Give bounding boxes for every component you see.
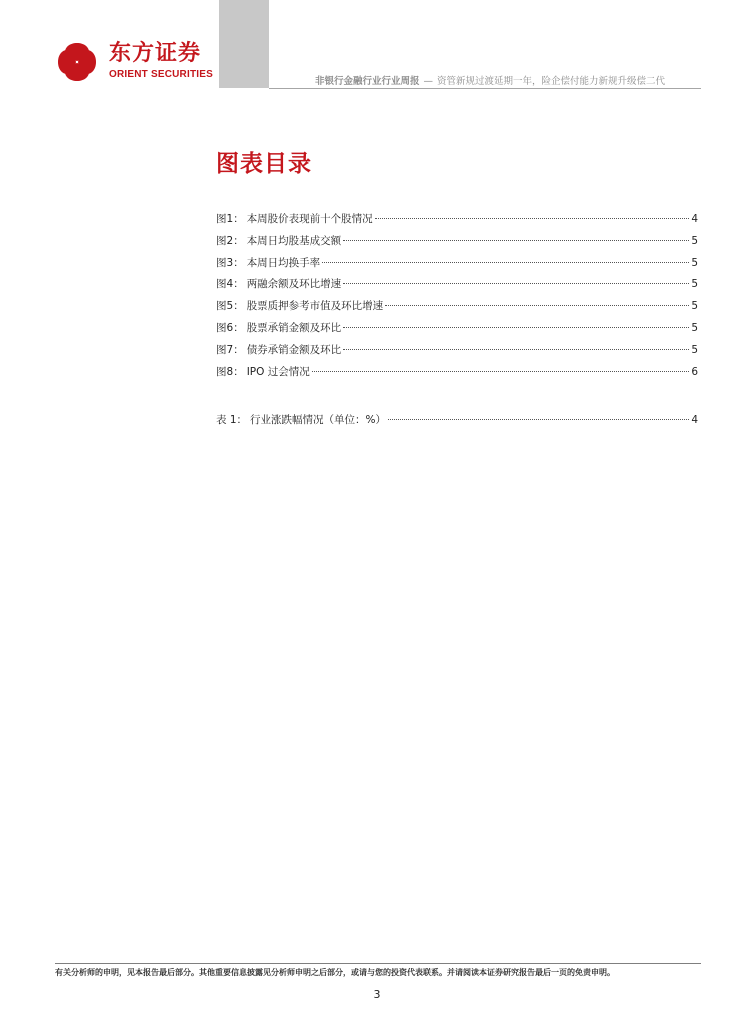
toc-entry-figure-4[interactable]: 图4 ： 两融余额及环比增速 5 bbox=[216, 278, 698, 291]
toc-list bbox=[216, 212, 698, 435]
running-header bbox=[315, 76, 665, 87]
entry-label: 图5 bbox=[216, 300, 234, 313]
entry-page: 5 bbox=[691, 300, 698, 313]
entry-page: 5 bbox=[691, 278, 698, 291]
toc-section-gap bbox=[216, 386, 698, 413]
toc-entry-figure-2[interactable]: 图2 ： 本周日均股基成交额 5 bbox=[216, 234, 698, 247]
entry-title: 本周日均股基成交额 bbox=[246, 234, 342, 247]
entry-label: 图6 bbox=[216, 321, 234, 334]
toc-entry-figure-3[interactable]: 图3 ： 本周日均换手率 5 bbox=[216, 256, 698, 269]
entry-page: 5 bbox=[691, 321, 698, 334]
toc-entry-figure-5[interactable]: 图5 ： 股票质押参考市值及环比增速 5 bbox=[216, 300, 698, 313]
entry-title: 本周日均换手率 bbox=[246, 256, 321, 269]
toc-entry-figure-8[interactable]: 图8 ： IPO 过会情况 6 bbox=[216, 365, 698, 378]
orient-securities-logo-icon bbox=[56, 41, 98, 83]
entry-title: 债券承销金额及环比 bbox=[246, 343, 342, 356]
entry-title: 两融余额及环比增速 bbox=[246, 278, 342, 291]
entry-page: 4 bbox=[691, 213, 698, 225]
toc-entry-figure-1[interactable]: 图1 ： 本周股价表现前十个股情况 4 bbox=[216, 213, 698, 225]
footer-divider bbox=[55, 963, 701, 964]
toc-title: 图表目录 bbox=[216, 151, 312, 177]
dot-leader bbox=[343, 240, 689, 241]
toc-entry-figure-7[interactable]: 图7 ： 债券承销金额及环比 5 bbox=[216, 343, 698, 356]
entry-page: 5 bbox=[691, 343, 698, 356]
toc-entry-table-1[interactable]: 表 1 ： 行业涨跌幅情况（单位：%） 4 bbox=[216, 414, 698, 427]
entry-title: 行业涨跌幅情况（单位：%） bbox=[250, 414, 387, 427]
dot-leader bbox=[322, 262, 689, 263]
header-gray-tab bbox=[219, 0, 269, 88]
entry-page: 5 bbox=[691, 256, 698, 269]
entry-label: 图4 bbox=[216, 278, 234, 291]
toc-entry-figure-6[interactable]: 图6 ： 股票承销金额及环比 5 bbox=[216, 321, 698, 334]
entry-title: 股票质押参考市值及环比增速 bbox=[246, 300, 384, 313]
header-divider bbox=[269, 88, 701, 89]
dot-leader bbox=[312, 371, 690, 372]
dot-leader bbox=[385, 305, 689, 306]
entry-label: 图1 bbox=[216, 213, 234, 225]
entry-page: 6 bbox=[691, 365, 698, 378]
entry-title: IPO 过会情况 bbox=[246, 365, 310, 378]
dot-leader bbox=[343, 349, 689, 350]
dot-leader bbox=[343, 283, 689, 284]
entry-title: 本周股价表现前十个股情况 bbox=[246, 213, 373, 225]
dot-leader bbox=[375, 218, 690, 219]
page-number: 3 bbox=[373, 988, 381, 1001]
header-separator: — bbox=[423, 76, 434, 87]
report-name: 非银行金融行业行业周报 bbox=[315, 76, 420, 87]
page-header bbox=[0, 0, 754, 95]
report-subtitle: 资管新规过渡延期一年，险企偿付能力新规升级偿二代 bbox=[437, 76, 666, 87]
dot-leader bbox=[343, 327, 689, 328]
dot-leader bbox=[388, 419, 689, 420]
footer-disclaimer: 有关分析师的申明，见本报告最后部分。其他重要信息披露见分析师申明之后部分，或请与您的投资代表联系。并请阅读本证券研究报告最后一页的免责申明。 bbox=[55, 968, 615, 977]
entry-page: 4 bbox=[691, 414, 698, 427]
entry-label: 表 1 bbox=[216, 414, 237, 427]
entry-label: 图3 bbox=[216, 256, 234, 269]
logo-english-name: ORIENT SECURITIES bbox=[109, 69, 213, 80]
entry-title: 股票承销金额及环比 bbox=[246, 321, 342, 334]
entry-page: 5 bbox=[691, 234, 698, 247]
logo-chinese-name: 东方证券 bbox=[109, 41, 202, 66]
entry-label: 图2 bbox=[216, 234, 234, 247]
entry-label: 图7 bbox=[216, 343, 234, 356]
entry-label: 图8 bbox=[216, 365, 234, 378]
